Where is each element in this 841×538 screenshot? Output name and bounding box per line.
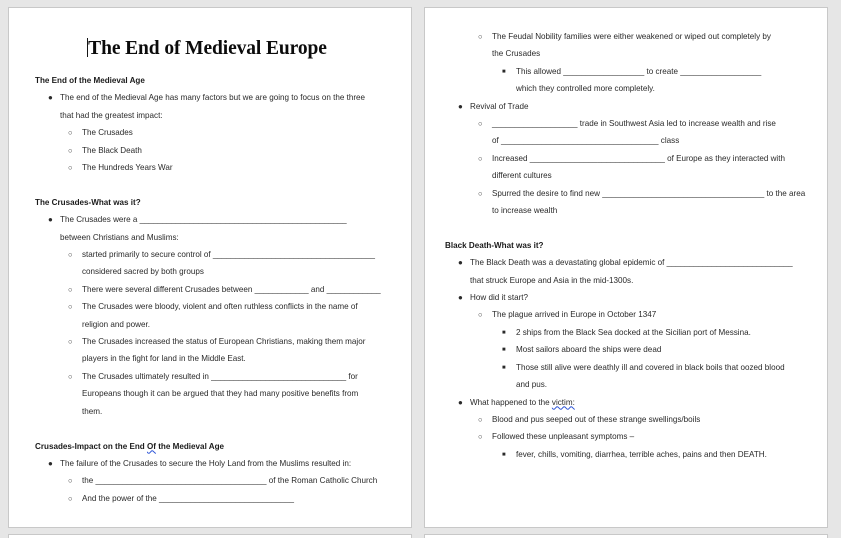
section-heading: The End of the Medieval Age: [35, 76, 145, 85]
page-2-content[interactable]: [425, 28, 827, 463]
document-page-2[interactable]: [424, 7, 828, 528]
section-heading: [35, 438, 389, 455]
list-item[interactable]: [35, 89, 389, 124]
hollow-circle-bullet-icon: ○: [68, 371, 73, 381]
list-item[interactable]: [445, 63, 813, 98]
list-item[interactable]: [445, 428, 813, 445]
list-item-line: that struck Europe and Asia in the mid-1300s.: [470, 275, 634, 285]
list-item[interactable]: [35, 472, 389, 489]
list-item-line: And the power of the ______________________________: [82, 493, 294, 503]
section-heading: The Crusades-What was it?: [35, 197, 141, 207]
list-item[interactable]: [445, 289, 813, 306]
list-item-line: Followed these unpleasant symptoms –: [492, 432, 635, 442]
hollow-circle-bullet-icon: ○: [478, 310, 483, 320]
list-item-line: of ___________________________________ class: [492, 136, 680, 146]
list-item-line: Blood and pus seeped out of these strange swellings/boils: [492, 414, 701, 424]
heading-text-part: Crusades-Impact on the End: [35, 441, 147, 451]
list-item-line: which they controlled more completely.: [516, 84, 655, 94]
line-text-part: What happened to the: [470, 397, 552, 407]
list-item[interactable]: [35, 298, 389, 333]
list-item-line: The Crusades ultimately resulted in ______________________________ for: [82, 371, 358, 381]
list-item[interactable]: [445, 411, 813, 428]
list-item-line: The failure of the Crusades to secure the Holy Land from the Muslims resulted in:: [60, 458, 352, 468]
list-item-line: between Christians and Muslims:: [60, 232, 179, 242]
list-item[interactable]: [445, 115, 813, 150]
list-item-line: The plague arrived in Europe in October 1347: [492, 310, 657, 320]
round-bullet-icon: ●: [48, 458, 53, 468]
list-item[interactable]: [35, 142, 389, 159]
list-item[interactable]: [35, 159, 389, 176]
hollow-circle-bullet-icon: ○: [478, 432, 483, 442]
list-item-line: Increased ______________________________ of Europe as they interacted with: [492, 153, 785, 163]
hollow-circle-bullet-icon: ○: [68, 337, 73, 347]
list-item[interactable]: [445, 341, 813, 358]
hollow-circle-bullet-icon: ○: [478, 32, 483, 41]
list-item-line: Most sailors aboard the ships were dead: [516, 345, 662, 355]
list-item-line: The Black Death was a devastating global epidemic of ____________________________: [470, 258, 793, 268]
list-item-line: ___________________ trade in Southwest Asia led to increase wealth and rise: [492, 119, 776, 129]
list-item[interactable]: [35, 368, 389, 420]
section-spacer: [35, 420, 389, 437]
list-item-line: them.: [82, 406, 103, 416]
hollow-circle-bullet-icon: ○: [478, 153, 483, 163]
hollow-circle-bullet-icon: ○: [68, 163, 73, 173]
list-item[interactable]: [445, 359, 813, 394]
list-item-line: started primarily to secure control of ____________________________________: [82, 250, 375, 260]
hollow-circle-bullet-icon: ○: [478, 119, 483, 129]
document-page-3-partial[interactable]: [8, 534, 412, 538]
section-heading: Black Death-What was it?: [445, 240, 544, 250]
list-item-line: to increase wealth: [492, 206, 558, 216]
section-spacer: [35, 176, 389, 193]
round-bullet-icon: ●: [48, 215, 53, 225]
list-item-line: The Crusades were a ______________________________________________: [60, 215, 347, 225]
round-bullet-icon: ●: [458, 101, 463, 111]
list-item[interactable]: [35, 455, 389, 472]
list-item-line: the ______________________________________ of the Roman Catholic Church: [82, 476, 378, 486]
list-item-line: The end of the Medieval Age has many factors but we are going to focus on the three: [60, 93, 366, 103]
list-item-line: This allowed __________________ to create __________________: [516, 66, 762, 76]
list-item-line: players in the fight for land in the Middle East.: [82, 354, 246, 364]
heading-text-part: the Medieval Age: [155, 441, 225, 451]
list-item[interactable]: [445, 28, 813, 63]
list-item-line: The Feudal Nobility families were either weakened or wiped out completely by: [492, 32, 771, 41]
hollow-circle-bullet-icon: ○: [68, 493, 73, 503]
list-item-line: Europeans though it can be argued that they had many positive benefits from: [82, 389, 359, 399]
filled-square-bullet-icon: ■: [502, 329, 506, 336]
list-item-line: The Black Death: [82, 145, 142, 155]
list-item[interactable]: [445, 306, 813, 323]
spellcheck-error-word: Of: [146, 441, 156, 451]
list-item[interactable]: [445, 150, 813, 185]
round-bullet-icon: ●: [458, 293, 463, 303]
page-1-body: [9, 38, 411, 528]
list-item[interactable]: [445, 394, 813, 411]
list-item[interactable]: [445, 446, 813, 463]
list-item[interactable]: [35, 211, 389, 246]
list-item-line: The Crusades increased the status of European Christians, making them major: [82, 337, 366, 347]
list-item-line: considered sacred by both groups: [82, 267, 204, 277]
section-spacer: [445, 219, 813, 236]
list-item[interactable]: [35, 246, 389, 281]
page-1-content[interactable]: [9, 72, 411, 507]
list-item-line: How did it start?: [470, 293, 529, 303]
round-bullet-icon: ●: [458, 258, 463, 268]
list-item-line: The Crusades: [82, 128, 133, 138]
hollow-circle-bullet-icon: ○: [68, 128, 73, 138]
hollow-circle-bullet-icon: ○: [478, 414, 483, 424]
page-title-text: The End of Medieval Europe: [88, 38, 327, 59]
list-item-line: and pus.: [516, 380, 548, 390]
list-item-line: fever, chills, vomiting, diarrhea, terrible aches, pains and then DEATH.: [516, 449, 767, 459]
hollow-circle-bullet-icon: ○: [68, 476, 73, 486]
list-item[interactable]: [35, 490, 389, 507]
list-item-line: [470, 394, 813, 411]
list-item-line: different cultures: [492, 171, 552, 181]
round-bullet-icon: ●: [458, 397, 463, 407]
document-page-1[interactable]: [8, 7, 412, 528]
page-title[interactable]: [9, 38, 411, 60]
list-item[interactable]: [445, 254, 813, 289]
list-item-line: that had the greatest impact:: [60, 110, 163, 120]
spellcheck-error-word: victim:: [551, 397, 575, 407]
list-item[interactable]: [35, 333, 389, 368]
list-item[interactable]: [35, 124, 389, 141]
list-item[interactable]: [445, 324, 813, 341]
hollow-circle-bullet-icon: ○: [68, 302, 73, 312]
filled-square-bullet-icon: ■: [502, 451, 506, 458]
list-item-line: There were several different Crusades between ____________ and ____________: [82, 284, 381, 294]
list-item-line: The Hundreds Years War: [82, 163, 173, 173]
list-item-line: the Crusades: [492, 49, 541, 59]
list-item-line: 2 ships from the Black Sea docked at the Sicilian port of Messina.: [516, 327, 751, 337]
list-item-line: The Crusades were bloody, violent and often ruthless conflicts in the name of: [82, 302, 358, 312]
list-item[interactable]: [35, 281, 389, 298]
list-item[interactable]: [445, 98, 813, 115]
filled-square-bullet-icon: ■: [502, 364, 506, 371]
hollow-circle-bullet-icon: ○: [478, 188, 483, 198]
list-item-line: Spurred the desire to find new ____________________________________ to the area: [492, 188, 806, 198]
list-item-line: religion and power.: [82, 319, 150, 329]
filled-square-bullet-icon: ■: [502, 68, 506, 75]
document-page-4-partial[interactable]: [424, 534, 828, 538]
list-item-line: Those still alive were deathly ill and covered in black boils that oozed blood: [516, 362, 785, 372]
hollow-circle-bullet-icon: ○: [68, 250, 73, 260]
filled-square-bullet-icon: ■: [502, 347, 506, 354]
list-item[interactable]: [445, 185, 813, 220]
hollow-circle-bullet-icon: ○: [68, 284, 73, 294]
hollow-circle-bullet-icon: ○: [68, 145, 73, 155]
list-item-line: Revival of Trade: [470, 101, 529, 111]
round-bullet-icon: ●: [48, 93, 53, 103]
page-2-body: [425, 8, 827, 527]
